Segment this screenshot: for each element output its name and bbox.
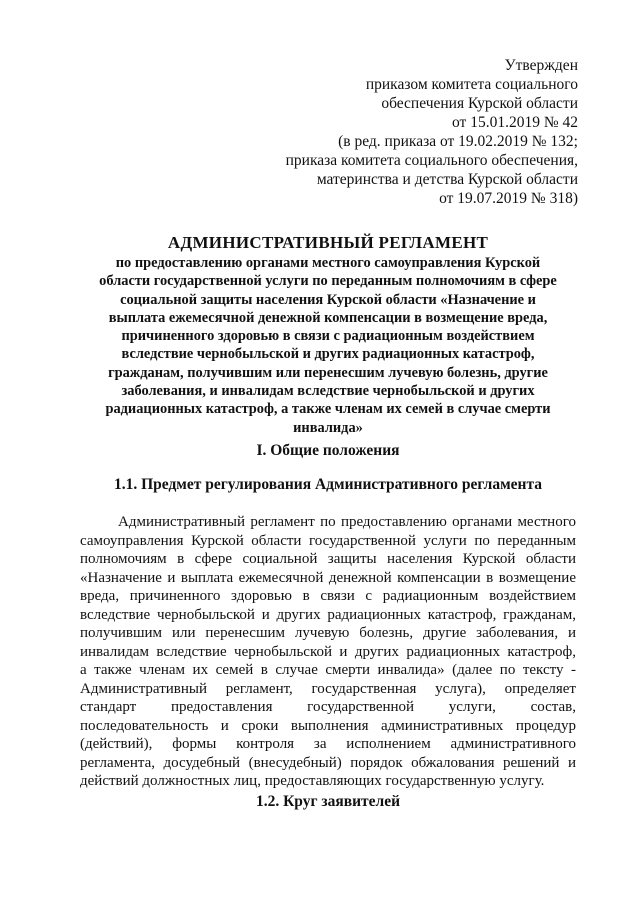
paragraph-line: вреда, причиненного здоровью в связи с радиационным воздействием [80, 588, 576, 604]
subsection-heading-1-2: 1.2. Круг заявителей [255, 793, 401, 810]
subtitle-line: вследствие чернобыльской и других радиационных катастроф, [121, 346, 535, 363]
paragraph-line: «Назначение и выплата ежемесячной денежной компенсации в возмещение [80, 569, 576, 586]
approval-line: обеспечения Курской области [381, 95, 578, 112]
approval-line: приказом комитета социального [365, 76, 578, 93]
subtitle-line: инвалида» [293, 419, 363, 436]
section-heading: I. Общие положения [256, 442, 400, 459]
document-title: АДМИНИСТРАТИВНЫЙ РЕГЛАМЕНТ [167, 233, 489, 252]
approval-line: от 15.01.2019 № 42 [452, 114, 578, 131]
paragraph-line: полномочиям в сфере социальной защиты населения Курской области [80, 551, 576, 567]
document-title-block [80, 232, 576, 437]
subsection-heading-1-1: 1.1. Предмет регулирования Административного регламента [113, 476, 543, 493]
subtitle-line: гражданам, получившим или перенесшим лучевую болезнь, другие [108, 364, 548, 381]
paragraph-line: (действий), формы контроля за исполнением административного [80, 736, 576, 752]
approval-line: приказа комитета социального обеспечения, [285, 152, 578, 169]
subtitle-line: заболевания, и инвалидам вследствие чернобыльской и других [121, 383, 535, 400]
subtitle-line: области государственной услуги по переданным полномочиям в сфере [99, 273, 557, 290]
approval-line: Утвержден [504, 57, 578, 74]
subtitle-line: причиненного здоровью в связи с радиационным воздействием [121, 328, 535, 345]
paragraph-line: Административный регламент по предоставлению органами местного [118, 514, 576, 530]
paragraph-line: а также членам их семей в случае смерти инвалида» (далее по тексту - [80, 662, 576, 678]
body-paragraph [80, 513, 576, 791]
approval-line: материнства и детства Курской области [316, 171, 578, 188]
paragraph-line: получившим или перенесшим лучевую болезнь, другие заболевания, и [80, 625, 576, 641]
paragraph-line: последовательность и сроки выполнения административных процедур [80, 717, 576, 734]
subtitle-line: по предоставлению органами местного самоуправления Курской [115, 255, 541, 271]
document-subtitle [80, 254, 576, 437]
paragraph-line: действий должностных лиц, предоставляющих государственную услугу. [80, 773, 545, 789]
paragraph-line: Административный регламент, государственная услуга), определяет [80, 680, 576, 697]
approval-line: (в ред. приказа от 19.02.2019 № 132; [338, 133, 578, 150]
subtitle-line: радиационных катастроф, а также членам их семей в случае смерти [105, 401, 551, 418]
paragraph-line: стандарт предоставления государственной услуги, состав, [80, 699, 576, 715]
approval-stamp-block [286, 56, 578, 208]
paragraph-line: самоуправления Курской области государственной услуги по переданным [80, 532, 576, 549]
paragraph-line: инвалидам вследствие чернобыльской и других радиационных катастроф, [80, 643, 576, 660]
subtitle-line: выплата ежемесячной денежной компенсации в возмещение вреда, [108, 309, 548, 326]
subtitle-line: социальной защиты населения Курской области «Назначение и [120, 291, 536, 308]
paragraph-line: регламента, досудебный (внесудебный) порядок обжалования решений и [80, 754, 576, 771]
paragraph-line: вследствие чернобыльской и других радиационных катастроф, гражданам, [80, 606, 576, 623]
approval-line: от 19.07.2019 № 318) [439, 190, 578, 207]
